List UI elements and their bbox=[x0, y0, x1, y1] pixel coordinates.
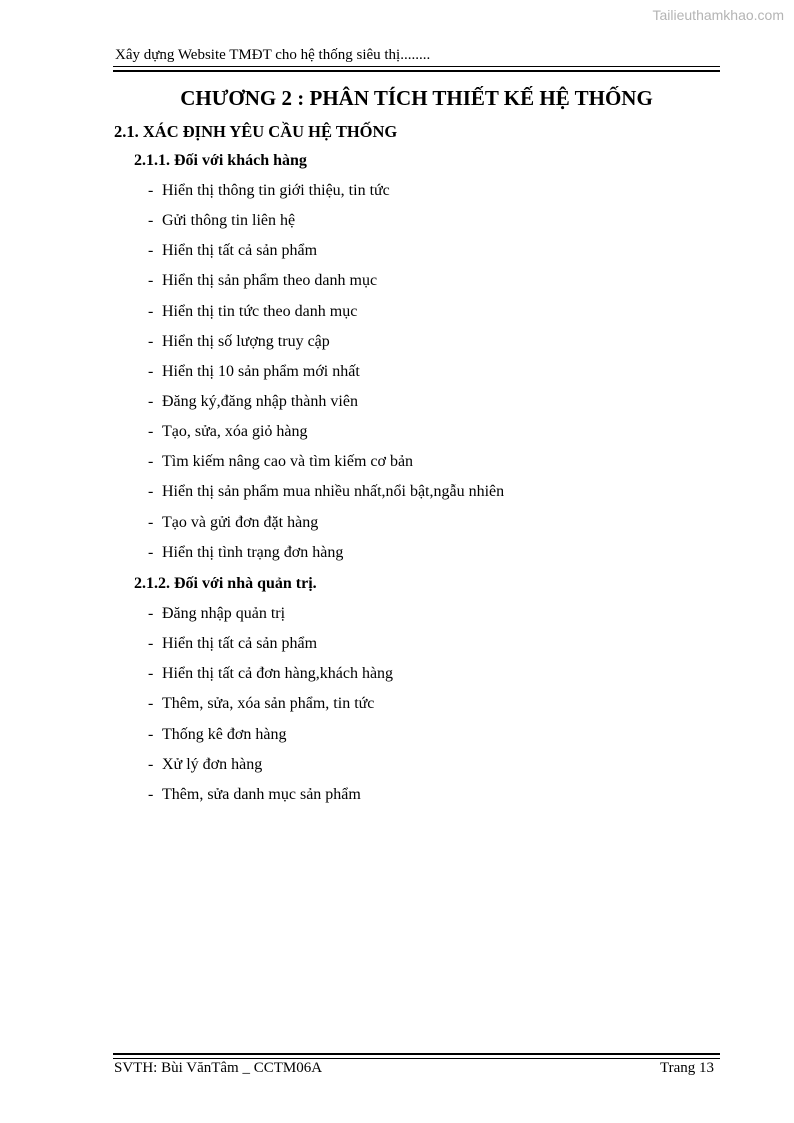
list-item bbox=[148, 271, 504, 301]
bullet-dash: - bbox=[148, 483, 154, 501]
header-rule bbox=[113, 66, 720, 72]
section-title: 2.1. XÁC ĐỊNH YÊU CẦU HỆ THỐNG bbox=[114, 122, 398, 141]
bullet-dash: - bbox=[148, 302, 154, 320]
list-item-text: Tạo, sửa, xóa giỏ hàng bbox=[162, 423, 308, 441]
bullet-dash: - bbox=[148, 182, 154, 199]
bullet-dash: - bbox=[148, 725, 154, 743]
list-item-text: Thống kê đơn hàng bbox=[162, 725, 287, 743]
admin-requirements-list bbox=[148, 604, 393, 815]
bullet-dash: - bbox=[148, 635, 154, 653]
list-item-text: Hiển thị thông tin giới thiệu, tin tức bbox=[162, 182, 390, 199]
customer-requirements-list bbox=[148, 181, 504, 573]
list-item bbox=[148, 332, 504, 362]
list-item-text: Hiển thị số lượng truy cập bbox=[162, 332, 330, 350]
list-item bbox=[148, 755, 393, 785]
list-item-text: Thêm, sửa danh mục sản phẩm bbox=[162, 785, 361, 803]
list-item-text: Đăng nhập quản trị bbox=[162, 605, 286, 622]
list-item-text: Hiển thị tin tức theo danh mục bbox=[162, 302, 358, 320]
list-item bbox=[148, 211, 504, 241]
list-item bbox=[148, 422, 504, 452]
watermark: Tailieuthamkhao.com bbox=[652, 7, 784, 23]
list-item bbox=[148, 664, 393, 694]
list-item bbox=[148, 241, 504, 271]
list-item bbox=[148, 725, 393, 755]
list-item-text: Hiển thị tình trạng đơn hàng bbox=[162, 543, 344, 561]
bullet-dash: - bbox=[148, 785, 154, 803]
list-item-text: Hiển thị 10 sản phẩm mới nhất bbox=[162, 362, 360, 380]
bullet-dash: - bbox=[148, 513, 154, 531]
list-item-text: Xử lý đơn hàng bbox=[162, 755, 263, 773]
bullet-dash: - bbox=[148, 755, 154, 773]
bullet-dash: - bbox=[148, 272, 154, 290]
subsection-title-admin: 2.1.2. Đối với nhà quản trị. bbox=[134, 575, 317, 592]
subsection-title-customer: 2.1.1. Đối với khách hàng bbox=[134, 152, 307, 169]
list-item-text: Tìm kiếm nâng cao và tìm kiếm cơ bản bbox=[162, 453, 414, 471]
bullet-dash: - bbox=[148, 392, 154, 410]
bullet-dash: - bbox=[148, 665, 154, 683]
bullet-dash: - bbox=[148, 695, 154, 713]
list-item-text: Hiển thị sản phẩm theo danh mục bbox=[162, 272, 378, 290]
footer-rule bbox=[113, 1053, 720, 1059]
bullet-dash: - bbox=[148, 362, 154, 380]
list-item bbox=[148, 362, 504, 392]
list-item bbox=[148, 302, 504, 332]
footer-student: SVTH: Bùi VănTâm _ CCTM06A bbox=[114, 1060, 323, 1076]
list-item-text: Thêm, sửa, xóa sản phẩm, tin tức bbox=[162, 695, 375, 713]
bullet-dash: - bbox=[148, 543, 154, 561]
bullet-dash: - bbox=[148, 242, 154, 260]
bullet-dash: - bbox=[148, 605, 154, 622]
list-item-text: Gửi thông tin liên hệ bbox=[162, 212, 296, 230]
chapter-title: CHƯƠNG 2 : PHÂN TÍCH THIẾT KẾ HỆ THỐNG bbox=[180, 86, 653, 110]
list-item bbox=[148, 513, 504, 543]
list-item bbox=[148, 543, 504, 573]
list-item-text: Đăng ký,đăng nhập thành viên bbox=[162, 392, 358, 410]
list-item-text: Hiển thị tất cả sản phẩm bbox=[162, 242, 318, 260]
list-item bbox=[148, 392, 504, 422]
list-item bbox=[148, 694, 393, 724]
list-item-text: Tạo và gửi đơn đặt hàng bbox=[162, 513, 319, 531]
footer-page-number: Trang 13 bbox=[659, 1060, 714, 1076]
bullet-dash: - bbox=[148, 453, 154, 471]
list-item bbox=[148, 181, 504, 211]
bullet-dash: - bbox=[148, 212, 154, 230]
list-item bbox=[148, 604, 393, 634]
running-header: Xây dựng Website TMĐT cho hệ thống siêu thị........ bbox=[115, 47, 431, 63]
list-item bbox=[148, 785, 393, 815]
list-item bbox=[148, 452, 504, 482]
list-item bbox=[148, 482, 504, 512]
bullet-dash: - bbox=[148, 423, 154, 441]
list-item-text: Hiển thị tất cả sản phẩm bbox=[162, 635, 318, 653]
list-item-text: Hiển thị tất cả đơn hàng,khách hàng bbox=[162, 665, 394, 683]
bullet-dash: - bbox=[148, 332, 154, 350]
list-item-text: Hiển thị sản phẩm mua nhiều nhất,nổi bật,ngẫu nhiên bbox=[162, 483, 505, 501]
list-item bbox=[148, 634, 393, 664]
